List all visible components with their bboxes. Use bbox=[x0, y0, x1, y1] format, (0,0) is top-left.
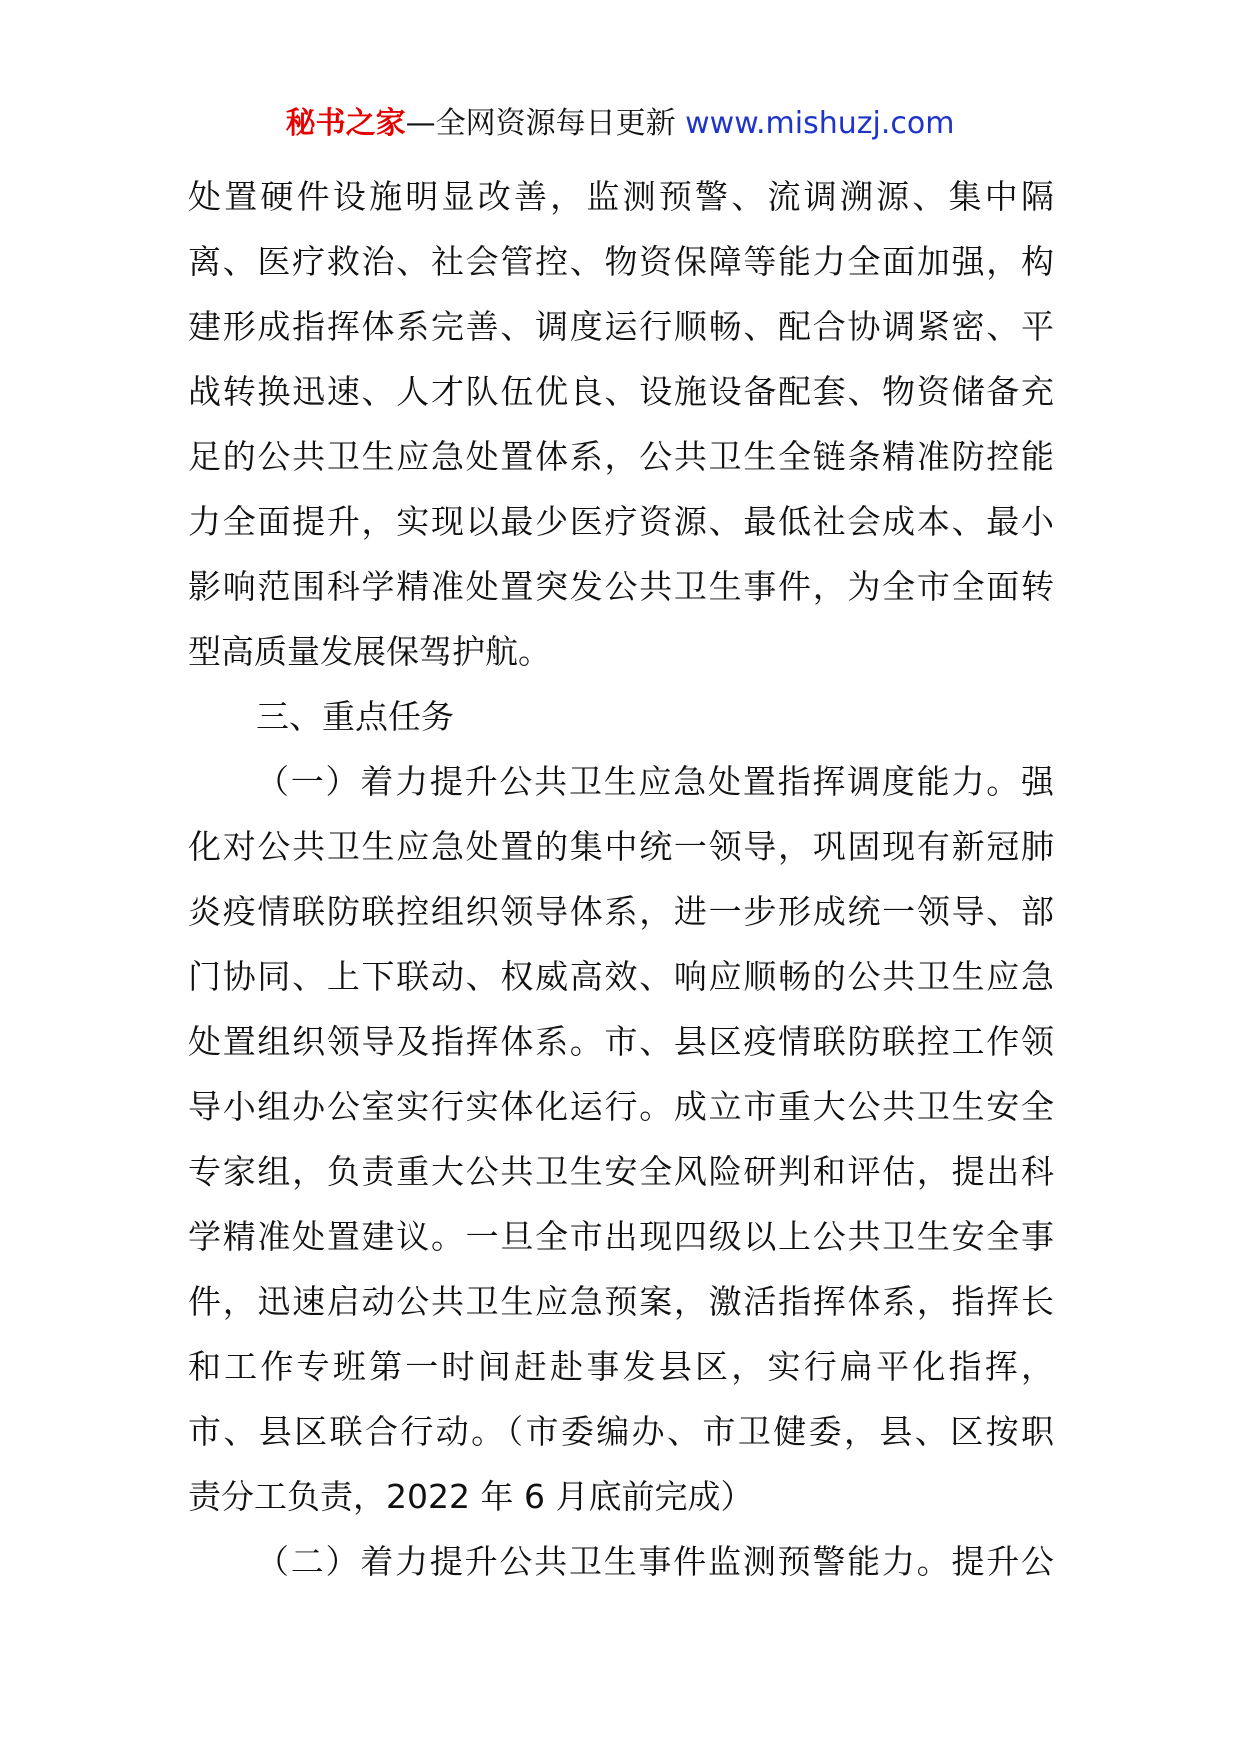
site-header bbox=[0, 104, 1240, 144]
body-line: 型高质量发展保驾护航。 bbox=[188, 632, 551, 671]
brand-name: 秘书之家 bbox=[285, 106, 406, 141]
body-line: 建形成指挥体系完善、调度运行顺畅、配合协调紧密、平 bbox=[188, 307, 1054, 346]
body-line: 件，迅速启动公共卫生应急预案，激活指挥体系，指挥长 bbox=[188, 1282, 1054, 1321]
section-heading: 三、重点任务 bbox=[256, 697, 454, 736]
body-line: 责分工负责，2022 年 6 月底前完成） bbox=[188, 1477, 754, 1516]
document-body bbox=[188, 164, 1054, 1594]
body-line: 处置硬件设施明显改善，监测预警、流调溯源、集中隔 bbox=[188, 177, 1054, 216]
site-url-link[interactable]: www.mishuzj.com bbox=[685, 106, 955, 141]
body-line: 门协同、上下联动、权威高效、响应顺畅的公共卫生应急 bbox=[188, 957, 1054, 996]
body-line: 处置组织领导及指挥体系。市、县区疫情联防联控工作领 bbox=[188, 1022, 1054, 1061]
subsection-heading-line: （一）着力提升公共卫生应急处置指挥调度能力。强 bbox=[256, 762, 1054, 801]
body-line: 炎疫情联防联控组织领导体系，进一步形成统一领导、部 bbox=[188, 892, 1054, 931]
body-line: 学精准处置建议。一旦全市出现四级以上公共卫生安全事 bbox=[188, 1217, 1054, 1256]
body-line: 导小组办公室实行实体化运行。成立市重大公共卫生安全 bbox=[188, 1087, 1054, 1126]
header-tagline: —全网资源每日更新 bbox=[405, 106, 676, 141]
body-line: 专家组，负责重大公共卫生安全风险研判和评估，提出科 bbox=[188, 1152, 1054, 1191]
body-line: 离、医疗救治、社会管控、物资保障等能力全面加强，构 bbox=[188, 242, 1054, 281]
subsection-heading-line: （二）着力提升公共卫生事件监测预警能力。提升公 bbox=[256, 1542, 1054, 1581]
body-line: 力全面提升，实现以最少医疗资源、最低社会成本、最小 bbox=[188, 502, 1054, 541]
body-line: 影响范围科学精准处置突发公共卫生事件，为全市全面转 bbox=[188, 567, 1054, 606]
body-line: 和工作专班第一时间赶赴事发县区，实行扁平化指挥， bbox=[188, 1347, 1054, 1386]
body-line: 化对公共卫生应急处置的集中统一领导，巩固现有新冠肺 bbox=[188, 827, 1054, 866]
body-line: 足的公共卫生应急处置体系，公共卫生全链条精准防控能 bbox=[188, 437, 1054, 476]
body-line: 战转换迅速、人才队伍优良、设施设备配套、物资储备充 bbox=[188, 372, 1054, 411]
body-line: 市、县区联合行动。（市委编办、市卫健委，县、区按职 bbox=[188, 1412, 1054, 1451]
